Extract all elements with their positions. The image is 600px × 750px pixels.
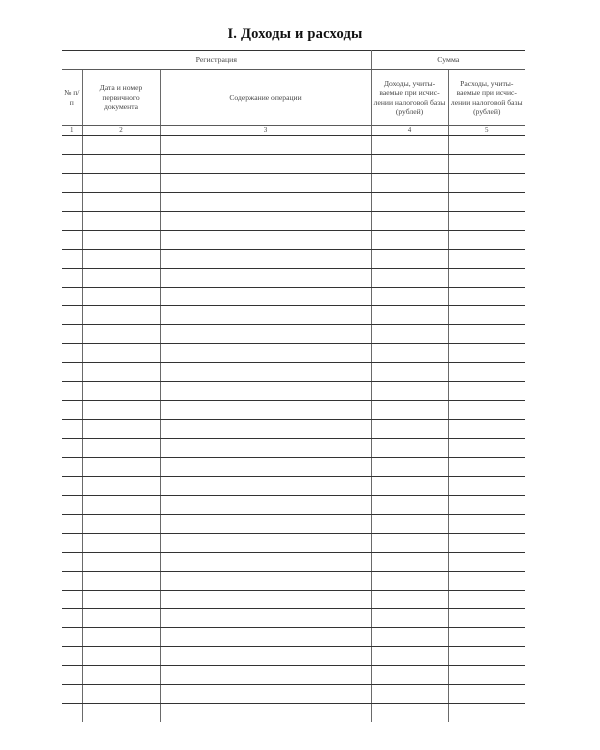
cell-income xyxy=(371,609,448,628)
cell-date-doc xyxy=(82,230,160,249)
cell-date-doc xyxy=(82,685,160,704)
cell-expense xyxy=(448,704,525,722)
col-number-2: 2 xyxy=(82,126,160,136)
cell-operation xyxy=(160,268,371,287)
table-row xyxy=(62,287,525,306)
col-header-number: № п/п xyxy=(62,70,82,126)
cell-date-doc xyxy=(82,457,160,476)
cell-operation xyxy=(160,647,371,666)
cell-operation xyxy=(160,154,371,173)
cell-operation xyxy=(160,685,371,704)
cell-date-doc xyxy=(82,363,160,382)
cell-income xyxy=(371,685,448,704)
cell-date-doc xyxy=(82,590,160,609)
cell-operation xyxy=(160,344,371,363)
cell-expense xyxy=(448,666,525,685)
cell-operation xyxy=(160,173,371,192)
cell-date-doc xyxy=(82,325,160,344)
cell-date-doc xyxy=(82,552,160,571)
cell-operation xyxy=(160,514,371,533)
cell-date-doc xyxy=(82,173,160,192)
cell-number xyxy=(62,211,82,230)
cell-date-doc xyxy=(82,571,160,590)
cell-income xyxy=(371,704,448,722)
table-row xyxy=(62,495,525,514)
table-row xyxy=(62,363,525,382)
cell-income xyxy=(371,268,448,287)
cell-operation xyxy=(160,533,371,552)
cell-date-doc xyxy=(82,704,160,722)
cell-income xyxy=(371,571,448,590)
cell-number xyxy=(62,571,82,590)
cell-number xyxy=(62,666,82,685)
cell-operation xyxy=(160,609,371,628)
cell-number xyxy=(62,590,82,609)
cell-expense xyxy=(448,401,525,420)
table-row xyxy=(62,514,525,533)
cell-expense xyxy=(448,647,525,666)
cell-expense xyxy=(448,590,525,609)
cell-operation xyxy=(160,401,371,420)
col-number-5: 5 xyxy=(448,126,525,136)
table-row xyxy=(62,704,525,722)
table-row xyxy=(62,647,525,666)
cell-operation xyxy=(160,306,371,325)
cell-expense xyxy=(448,268,525,287)
cell-operation xyxy=(160,136,371,155)
cell-income xyxy=(371,552,448,571)
cell-operation xyxy=(160,325,371,344)
table-row xyxy=(62,628,525,647)
table-row xyxy=(62,685,525,704)
table-row xyxy=(62,382,525,401)
cell-date-doc xyxy=(82,192,160,211)
cell-expense xyxy=(448,230,525,249)
col-number-3: 3 xyxy=(160,126,371,136)
cell-income xyxy=(371,287,448,306)
cell-income xyxy=(371,173,448,192)
cell-number xyxy=(62,533,82,552)
table-row xyxy=(62,306,525,325)
column-number-row xyxy=(62,126,525,136)
cell-date-doc xyxy=(82,495,160,514)
table-row xyxy=(62,609,525,628)
cell-number xyxy=(62,609,82,628)
cell-expense xyxy=(448,628,525,647)
col-header-income: Доходы, учиты-ваемые при исчис-лении налоговой базы (рублей) xyxy=(371,70,448,126)
cell-income xyxy=(371,325,448,344)
cell-expense xyxy=(448,173,525,192)
cell-date-doc xyxy=(82,382,160,401)
cell-expense xyxy=(448,476,525,495)
table-row xyxy=(62,476,525,495)
cell-income xyxy=(371,476,448,495)
cell-operation xyxy=(160,439,371,458)
cell-number xyxy=(62,325,82,344)
cell-operation xyxy=(160,628,371,647)
col-header-date-doc: Дата и номер первичного документа xyxy=(82,70,160,126)
table-row xyxy=(62,154,525,173)
cell-expense xyxy=(448,571,525,590)
cell-expense xyxy=(448,457,525,476)
cell-date-doc xyxy=(82,344,160,363)
cell-number xyxy=(62,136,82,155)
table-row xyxy=(62,344,525,363)
table-row xyxy=(62,136,525,155)
table-row xyxy=(62,571,525,590)
cell-expense xyxy=(448,211,525,230)
cell-operation xyxy=(160,192,371,211)
cell-number xyxy=(62,192,82,211)
cell-income xyxy=(371,420,448,439)
table-row xyxy=(62,211,525,230)
cell-expense xyxy=(448,249,525,268)
cell-income xyxy=(371,230,448,249)
cell-expense xyxy=(448,514,525,533)
cell-operation xyxy=(160,457,371,476)
cell-date-doc xyxy=(82,533,160,552)
table-row xyxy=(62,268,525,287)
col-header-expense: Расходы, учиты-ваемые при исчис-лении налоговой базы (рублей) xyxy=(448,70,525,126)
group-header-row xyxy=(62,51,525,70)
cell-number xyxy=(62,344,82,363)
cell-expense xyxy=(448,136,525,155)
col-number-4: 4 xyxy=(371,126,448,136)
cell-operation xyxy=(160,704,371,722)
cell-date-doc xyxy=(82,666,160,685)
table-row xyxy=(62,666,525,685)
cell-number xyxy=(62,628,82,647)
sum-group-header: Сумма xyxy=(371,51,525,70)
cell-number xyxy=(62,306,82,325)
table-row xyxy=(62,192,525,211)
cell-income xyxy=(371,382,448,401)
cell-expense xyxy=(448,154,525,173)
cell-number xyxy=(62,476,82,495)
cell-operation xyxy=(160,382,371,401)
cell-operation xyxy=(160,249,371,268)
cell-number xyxy=(62,495,82,514)
cell-number xyxy=(62,457,82,476)
registration-group-header: Регистрация xyxy=(62,51,371,70)
cell-number xyxy=(62,420,82,439)
cell-date-doc xyxy=(82,249,160,268)
cell-expense xyxy=(448,609,525,628)
cell-date-doc xyxy=(82,154,160,173)
cell-expense xyxy=(448,192,525,211)
table-row xyxy=(62,173,525,192)
cell-expense xyxy=(448,287,525,306)
col-header-operation: Содержание операции xyxy=(160,70,371,126)
cell-number xyxy=(62,685,82,704)
cell-operation xyxy=(160,495,371,514)
cell-number xyxy=(62,363,82,382)
cell-income xyxy=(371,211,448,230)
ledger-table xyxy=(62,50,525,722)
cell-income xyxy=(371,192,448,211)
cell-date-doc xyxy=(82,306,160,325)
cell-operation xyxy=(160,363,371,382)
table-row xyxy=(62,533,525,552)
cell-income xyxy=(371,439,448,458)
cell-date-doc xyxy=(82,401,160,420)
cell-date-doc xyxy=(82,476,160,495)
cell-number xyxy=(62,249,82,268)
cell-number xyxy=(62,647,82,666)
col-number-1: 1 xyxy=(62,126,82,136)
cell-expense xyxy=(448,344,525,363)
cell-operation xyxy=(160,211,371,230)
cell-expense xyxy=(448,533,525,552)
cell-expense xyxy=(448,495,525,514)
cell-date-doc xyxy=(82,439,160,458)
cell-income xyxy=(371,514,448,533)
cell-number xyxy=(62,514,82,533)
cell-operation xyxy=(160,476,371,495)
table-row xyxy=(62,552,525,571)
cell-income xyxy=(371,401,448,420)
cell-income xyxy=(371,363,448,382)
cell-expense xyxy=(448,552,525,571)
cell-operation xyxy=(160,420,371,439)
cell-date-doc xyxy=(82,268,160,287)
column-header-row xyxy=(62,70,525,126)
cell-date-doc xyxy=(82,647,160,666)
table-row xyxy=(62,249,525,268)
page-title: I. Доходы и расходы xyxy=(227,26,363,42)
cell-income xyxy=(371,590,448,609)
cell-income xyxy=(371,647,448,666)
cell-operation xyxy=(160,287,371,306)
cell-date-doc xyxy=(82,420,160,439)
cell-operation xyxy=(160,666,371,685)
cell-income xyxy=(371,344,448,363)
cell-date-doc xyxy=(82,514,160,533)
cell-number xyxy=(62,173,82,192)
cell-number xyxy=(62,401,82,420)
cell-date-doc xyxy=(82,609,160,628)
cell-operation xyxy=(160,571,371,590)
cell-number xyxy=(62,382,82,401)
table-row xyxy=(62,439,525,458)
cell-income xyxy=(371,495,448,514)
cell-date-doc xyxy=(82,628,160,647)
cell-income xyxy=(371,249,448,268)
table-row xyxy=(62,590,525,609)
cell-number xyxy=(62,154,82,173)
cell-number xyxy=(62,439,82,458)
income-expense-ledger xyxy=(62,50,525,710)
cell-income xyxy=(371,533,448,552)
cell-operation xyxy=(160,552,371,571)
table-row xyxy=(62,420,525,439)
cell-expense xyxy=(448,363,525,382)
table-row xyxy=(62,325,525,344)
cell-income xyxy=(371,154,448,173)
table-row xyxy=(62,230,525,249)
table-row xyxy=(62,401,525,420)
cell-expense xyxy=(448,306,525,325)
cell-expense xyxy=(448,439,525,458)
cell-number xyxy=(62,287,82,306)
cell-operation xyxy=(160,230,371,249)
cell-income xyxy=(371,306,448,325)
cell-date-doc xyxy=(82,287,160,306)
table-row xyxy=(62,457,525,476)
cell-number xyxy=(62,230,82,249)
cell-expense xyxy=(448,420,525,439)
cell-operation xyxy=(160,590,371,609)
cell-number xyxy=(62,552,82,571)
cell-income xyxy=(371,666,448,685)
cell-date-doc xyxy=(82,136,160,155)
cell-number xyxy=(62,268,82,287)
cell-expense xyxy=(448,325,525,344)
cell-date-doc xyxy=(82,211,160,230)
cell-income xyxy=(371,628,448,647)
cell-expense xyxy=(448,382,525,401)
cell-income xyxy=(371,457,448,476)
cell-number xyxy=(62,704,82,722)
cell-expense xyxy=(448,685,525,704)
cell-income xyxy=(371,136,448,155)
